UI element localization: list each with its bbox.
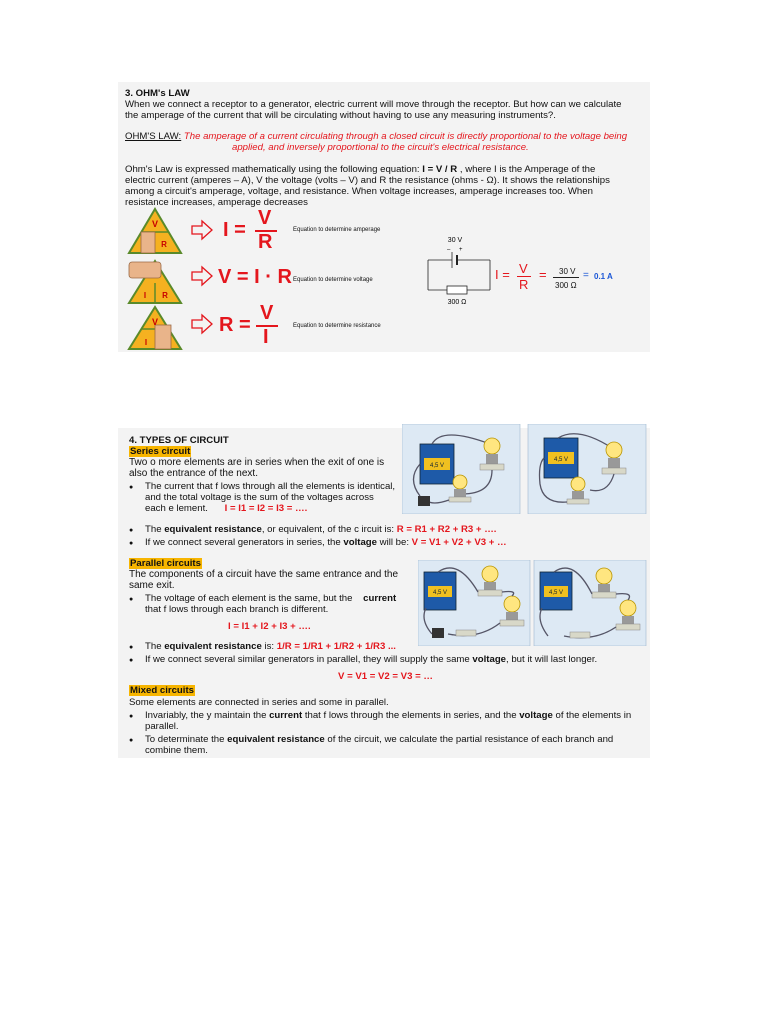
bulb-icon — [571, 477, 585, 491]
calc-fraction-bar-2 — [553, 277, 579, 278]
parallel-bullet-3-b: voltage — [472, 654, 507, 665]
expr-equation: I = V / R — [422, 164, 458, 175]
expr-1a: Ohm's Law is expressed mathematically using the following equation: — [125, 164, 420, 175]
series-line-1: Two o more elements are in series when the exit of one is — [129, 457, 385, 468]
parallel-current-equation: I = I1 + I2 + I3 + …. — [228, 621, 311, 632]
eq3-note: Equation to determine resistance — [293, 323, 381, 329]
series-bullet-3-a: If we connect several generators in series, the — [145, 537, 341, 548]
intro-line-1: When we connect a receptor to a generator, electric current will move through the receptor. But how can we calculate — [125, 99, 622, 110]
parallel-circuit-illustrations — [418, 560, 648, 646]
ohm-triangles-figure — [125, 205, 185, 355]
series-bullet-2-a: The — [145, 524, 162, 535]
triangle-amperage — [129, 209, 181, 253]
bulb-icon — [453, 475, 467, 489]
mixed-bullet-1-d: voltage — [519, 710, 553, 721]
parallel-bullet-1-line-1 — [145, 593, 396, 604]
law-text-1: The amperage of a current circulating through a closed circuit is directly proportional to the voltage being — [183, 131, 628, 142]
battery-label: 4,5 V — [432, 590, 448, 596]
series-circuit-illustrations — [402, 424, 648, 514]
parallel-bullet-3 — [145, 654, 597, 665]
eq2-note: Equation to determine voltage — [293, 277, 373, 283]
resistor-symbol — [447, 286, 467, 294]
bulb-icon — [504, 596, 520, 612]
calc-result: 0.1 A — [594, 272, 613, 281]
series-voltage-equation: V = V1 + V2 + V3 + … — [411, 537, 507, 548]
arrow-right-icon — [192, 221, 212, 239]
battery-label: 4,5 V — [429, 463, 445, 469]
tri2-i: I — [143, 291, 147, 300]
battery-plus: + — [459, 247, 463, 253]
parallel-bullet-3-a: If we connect several similar generators in parallel, they will supply the same — [145, 654, 470, 665]
parallel-label — [129, 558, 202, 569]
series-bullet-1-line-3-text: each e lement. — [145, 503, 208, 514]
bulb-icon — [620, 600, 636, 616]
series-bullet-3-b: voltage — [343, 537, 377, 548]
tri3-i: I — [144, 338, 148, 347]
parallel-bullet-2-a: The — [145, 641, 162, 652]
bulb-icon — [482, 566, 498, 582]
law-label: OHM'S LAW: — [125, 131, 182, 142]
mixed-label-text: Mixed circuits — [130, 685, 194, 696]
calc-equals: = — [539, 267, 547, 282]
series-current-equation: I = I1 = I2 = I3 = …. — [224, 503, 308, 514]
bulb-icon — [596, 568, 612, 584]
section-heading-types: 4. TYPES OF CIRCUIT — [129, 435, 229, 446]
series-label-text: Series circuit — [130, 446, 191, 457]
series-bullet-2-b: equivalent resistance — [164, 524, 262, 535]
triangle-voltage — [129, 261, 181, 303]
eq1-denominator: R — [258, 231, 273, 253]
expression-line-4: resistance increases, amperage decreases — [125, 197, 308, 208]
arrow-right-icon — [192, 267, 212, 285]
tri2-r: R — [162, 291, 168, 300]
parallel-line-1: The components of a circuit have the same entrance and the — [129, 569, 399, 580]
circuit-diagram — [420, 232, 500, 308]
eq3-numerator: V — [260, 302, 274, 324]
series-bullet-2-c: , or equivalent, of the c ircuit is: — [261, 524, 395, 535]
mixed-bullet-2-line-1 — [145, 734, 613, 745]
battery-minus: – — [447, 247, 451, 253]
series-label — [129, 446, 191, 457]
eq3-denominator: I — [263, 326, 269, 348]
mixed-bullet-1-b: current — [269, 710, 303, 721]
mixed-bullet-2-c: of the circuit, we calculate the partial resistance of each branch and — [327, 734, 614, 745]
series-bullet-1-line-2: and the total voltage is the sum of the voltages across — [145, 492, 374, 503]
mixed-bullet-1-line-1 — [145, 710, 631, 721]
arrow-right-icon — [192, 315, 212, 333]
mixed-bullet-1-a: Invariably, the y maintain the — [145, 710, 267, 721]
series-bullet-2 — [145, 524, 496, 535]
parallel-bullet-2-c: is: — [264, 641, 275, 652]
parallel-line-2: same exit. — [129, 580, 175, 591]
battery-label: 4,5 V — [548, 590, 564, 596]
mixed-bullet-2-b: equivalent resistance — [227, 734, 325, 745]
series-bullet-3 — [145, 537, 507, 548]
parallel-bullet-2 — [145, 641, 396, 652]
eq1-numerator: V — [258, 207, 272, 229]
mixed-bullet-2-a: To determinate the — [145, 734, 225, 745]
triangle-resistance — [129, 307, 181, 349]
tri1-r: R — [161, 240, 167, 249]
parallel-bullet-3-c: , but it will last longer. — [506, 654, 598, 665]
eq3-lhs: R = — [219, 314, 251, 336]
mixed-label — [129, 685, 195, 696]
series-circuit-1 — [402, 424, 520, 514]
eq1-lhs: I = — [223, 219, 246, 241]
series-circuit-2 — [528, 424, 646, 514]
law-statement-line-1 — [125, 131, 627, 142]
bulb-icon — [606, 442, 622, 458]
expression-line-3: among a circuit's amperage, voltage, and resistance. When voltage increases, amperage increases too. When — [125, 186, 593, 197]
circuit-resistance-label: 300 Ω — [447, 299, 467, 306]
arrows-column — [190, 219, 214, 339]
parallel-bullet-1-a: The voltage of each element is the same, but the — [145, 593, 353, 604]
parallel-voltage-equation: V = V1 = V2 = V3 = … — [338, 671, 433, 682]
expression-line-1 — [125, 164, 595, 175]
expression-line-2: electric current (amperes – A), V the voltage (volts – V) and R the resistance (ohms - Ω). It shows the relationships — [125, 175, 610, 186]
series-bullet-1-line-1: ● The current that f lows through all the elements is identical, — [145, 481, 395, 492]
mixed-bullet-1-e: of the elements in — [555, 710, 632, 721]
mixed-bullet-2-line-2: combine them. — [145, 745, 208, 756]
series-resistance-equation: R = R1 + R2 + R3 + …. — [396, 524, 497, 535]
series-bullet-1-line-3 — [145, 503, 307, 514]
calc-r: R — [519, 277, 529, 292]
intro-line-2: the amperage of the current that will be circulating without having to use any measuring instruments?. — [125, 110, 556, 121]
tri3-v: V — [151, 317, 159, 327]
calc-denominator: 300 Ω — [555, 281, 577, 290]
calc-numerator: 30 V — [559, 267, 576, 276]
eq2: V = I · R — [218, 266, 292, 288]
mixed-bullet-1-c: that f lows through the elements in series, and the — [304, 710, 517, 721]
series-line-2: also the entrance of the next. — [129, 468, 258, 479]
calc-i: I = — [495, 267, 510, 282]
parallel-circuit-2 — [534, 560, 646, 646]
parallel-circuit-1 — [418, 560, 530, 646]
calc-v: V — [519, 261, 528, 276]
mixed-bullet-1-line-2: parallel. — [145, 721, 179, 732]
section-heading-ohms-law: 3. OHM's LAW — [125, 88, 190, 99]
parallel-bullet-1-b: current — [363, 593, 397, 604]
eq1-note: Equation to determine amperage — [293, 227, 381, 233]
parallel-label-text: Parallel circuits — [130, 558, 201, 569]
bulb-icon — [484, 438, 500, 454]
law-text-2: applied, and inversely proportional to the circuit's electrical resistance. — [232, 142, 529, 153]
mixed-line-1: Some elements are connected in series and some in parallel. — [129, 697, 389, 708]
calc-equals-2: = — [583, 270, 589, 281]
tri1-v: V — [151, 219, 159, 229]
series-bullet-3-c: will be: — [379, 537, 409, 548]
parallel-resistance-equation: 1/R = 1/R1 + 1/R2 + 1/R3 ... — [276, 641, 396, 652]
switch-icon — [432, 628, 444, 638]
switch-icon — [418, 496, 430, 506]
parallel-bullet-2-b: equivalent resistance — [164, 641, 262, 652]
circuit-voltage-label: 30 V — [447, 237, 463, 244]
battery-label: 4,5 V — [553, 457, 569, 463]
parallel-bullet-1-line-2: that f lows through each branch is different. — [145, 604, 329, 615]
expr-1c: , where I is the Amperage of the — [459, 164, 596, 175]
